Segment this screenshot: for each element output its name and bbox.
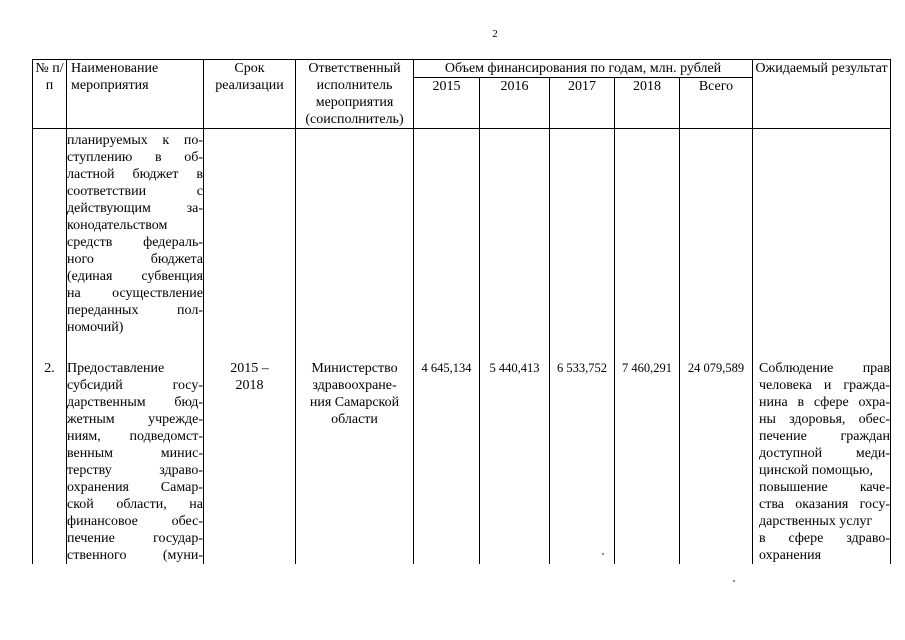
header-term: Срок реализации	[204, 60, 296, 129]
row2-result: Соблюдение прав человека и гражда- нина в сфере охра- ны здоровья, обес- печение граждан доступной меди- цинской помощью, повышение каче- ства оказания госу- дарственных услуг в сфере здраво- охранения	[753, 360, 891, 564]
header-result: Ожидаемый результат	[753, 60, 891, 129]
header-year-2016: 2016	[480, 78, 550, 129]
table-row	[33, 360, 891, 564]
scan-speck	[733, 580, 735, 582]
row2-value-2016: 5 440,413	[480, 360, 550, 564]
row2-value-total: 24 079,589	[680, 360, 753, 564]
row2-value-2015: 4 645,134	[414, 360, 480, 564]
header-name: Наименование мероприятия	[67, 60, 204, 129]
row2-term: 2015 – 2018	[204, 360, 296, 564]
page-number: 2	[492, 28, 498, 40]
scan-speck	[602, 553, 604, 555]
header-year-2015: 2015	[414, 78, 480, 129]
row1-name-continuation: планируемых к по- ступлению в об- ластной бюджет в соответствии с действующим за- конодательством средств федераль- ного бюджета (единая субвенция на осуществление переданных пол- номочий)	[67, 129, 204, 361]
header-num: № п/п	[33, 60, 67, 129]
row2-value-2017: 6 533,752	[550, 360, 615, 564]
table-row	[33, 129, 891, 361]
header-year-2017: 2017	[550, 78, 615, 129]
header-year-2018: 2018	[615, 78, 680, 129]
header-executor: Ответственный исполнитель мероприятия (соисполнитель)	[296, 60, 414, 129]
header-funding-group: Объем финансирования по годам, млн. рублей	[414, 60, 753, 78]
row2-value-2018: 7 460,291	[615, 360, 680, 564]
row2-name: Предоставление субсидий госу- дарственным бюд- жетным учрежде- ниям, подведомст- венным минис- терству здраво- охранения Самар- ской области, на финансовое обес- печение государ- ственного (муни-	[67, 361, 203, 563]
row2-executor: Министерство здравоохране-ния Самарской области	[296, 360, 414, 564]
row2-number: 2.	[33, 360, 67, 564]
header-total: Всего	[680, 78, 753, 129]
activities-table	[32, 59, 891, 564]
